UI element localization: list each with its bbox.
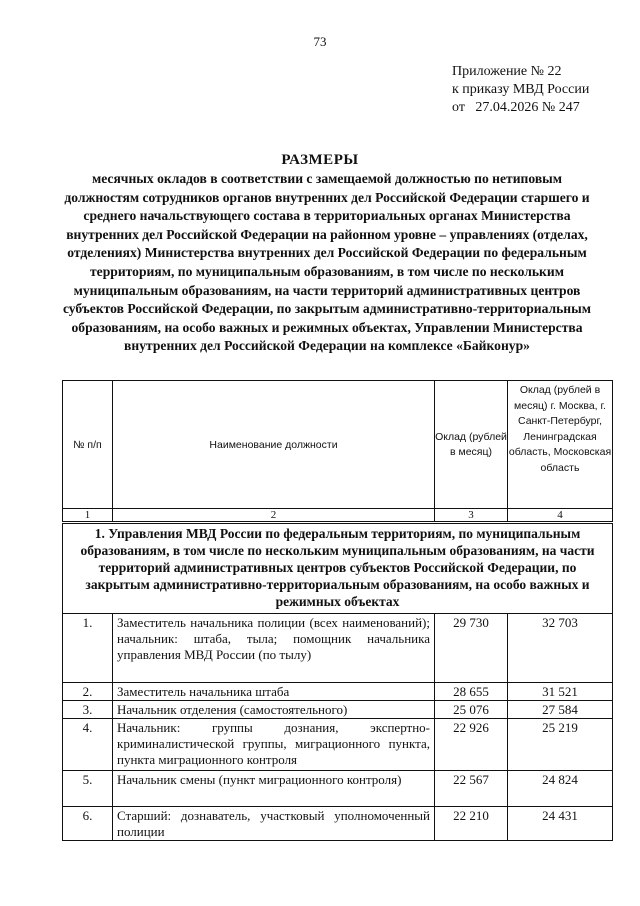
table-row	[63, 683, 613, 701]
document-subtitle: месячных окладов в соответствии с замещаемой должностью по нетиповым должностям сотрудников органов внутренних дел Российской Федерации старшего и среднего начальствующего состава в территориальных органах Министерства внутренних дел Российской Федерации на районном уровне – управлениях (отделах, отделениях) Министерства внутренних дел Российской Федерации по федеральным территориям, по муниципальным образованиям, в том числе по нескольким муниципальным образованиям, на части территорий административных центров субъектов Российской Федерации, по закрытым административно-территориальным образованиям, на особо важных и режимных объектах, Управлении Министерства внутренних дел Российской Федерации на комплексе «Байконур»	[62, 171, 592, 354]
section-title: 1. Управления МВД России по федеральным территориям, по муниципальным образованиям, в том числе по нескольким муниципальным образованиям, на части территорий административных центров субъектов Российской Федерации, по закрытым административно-территориальным образованиям, на особо важных и режимных объектах	[63, 523, 613, 614]
appendix-block	[452, 63, 589, 117]
row-number: 3.	[63, 701, 113, 719]
page-number: 73	[313, 34, 327, 49]
salary-value: 22 926	[435, 719, 508, 771]
table-row	[63, 807, 613, 841]
position-name: Заместитель начальника штаба	[113, 683, 435, 701]
header-salary: Оклад (рублей в месяц)	[435, 381, 508, 509]
position-name: Начальник отделения (самостоятельного)	[113, 701, 435, 719]
salary-value: 22 210	[435, 807, 508, 841]
table-row	[63, 719, 613, 771]
section-row	[63, 523, 613, 614]
row-number: 1.	[63, 614, 113, 683]
table-header-row	[63, 381, 613, 509]
salary-value: 28 655	[435, 683, 508, 701]
salary-moscow-value: 24 431	[508, 807, 613, 841]
column-index-row	[63, 509, 613, 523]
appendix-line-3: от 27.04.2026 № 247	[452, 100, 580, 115]
header-num: № п/п	[63, 381, 113, 509]
table-row	[63, 701, 613, 719]
position-name: Начальник смены (пункт миграционного контроля)	[113, 771, 435, 807]
document-title: РАЗМЕРЫ	[281, 152, 359, 168]
position-name: Начальник: группы дознания, экспертно-криминалистической группы, миграционного пункта, пункта миграционного контроля	[113, 719, 435, 771]
position-name: Старший: дознаватель, участковый уполномоченный полиции	[113, 807, 435, 841]
salary-moscow-value: 24 824	[508, 771, 613, 807]
salary-moscow-value: 32 703	[508, 614, 613, 683]
column-index: 4	[508, 509, 613, 523]
row-number: 4.	[63, 719, 113, 771]
appendix-line-2: к приказу МВД России	[452, 82, 590, 97]
salary-moscow-value: 25 219	[508, 719, 613, 771]
row-number: 6.	[63, 807, 113, 841]
row-number: 5.	[63, 771, 113, 807]
header-salary-moscow: Оклад (рублей в месяц) г. Москва, г. Санкт-Петербург, Ленинградская область, Московская область	[508, 381, 613, 509]
salary-moscow-value: 27 584	[508, 701, 613, 719]
table-row	[63, 771, 613, 807]
header-position-name: Наименование должности	[113, 381, 435, 509]
salary-value: 25 076	[435, 701, 508, 719]
salary-value: 22 567	[435, 771, 508, 807]
appendix-line-1: Приложение № 22	[452, 64, 562, 79]
salary-moscow-value: 31 521	[508, 683, 613, 701]
salary-table	[62, 380, 613, 841]
table-row	[63, 614, 613, 683]
column-index: 1	[63, 509, 113, 523]
position-name: Заместитель начальника полиции (всех наименований); начальник: штаба, тыла; помощник начальника управления МВД России (по тылу)	[113, 614, 435, 683]
column-index: 2	[113, 509, 435, 523]
row-number: 2.	[63, 683, 113, 701]
column-index: 3	[435, 509, 508, 523]
salary-value: 29 730	[435, 614, 508, 683]
